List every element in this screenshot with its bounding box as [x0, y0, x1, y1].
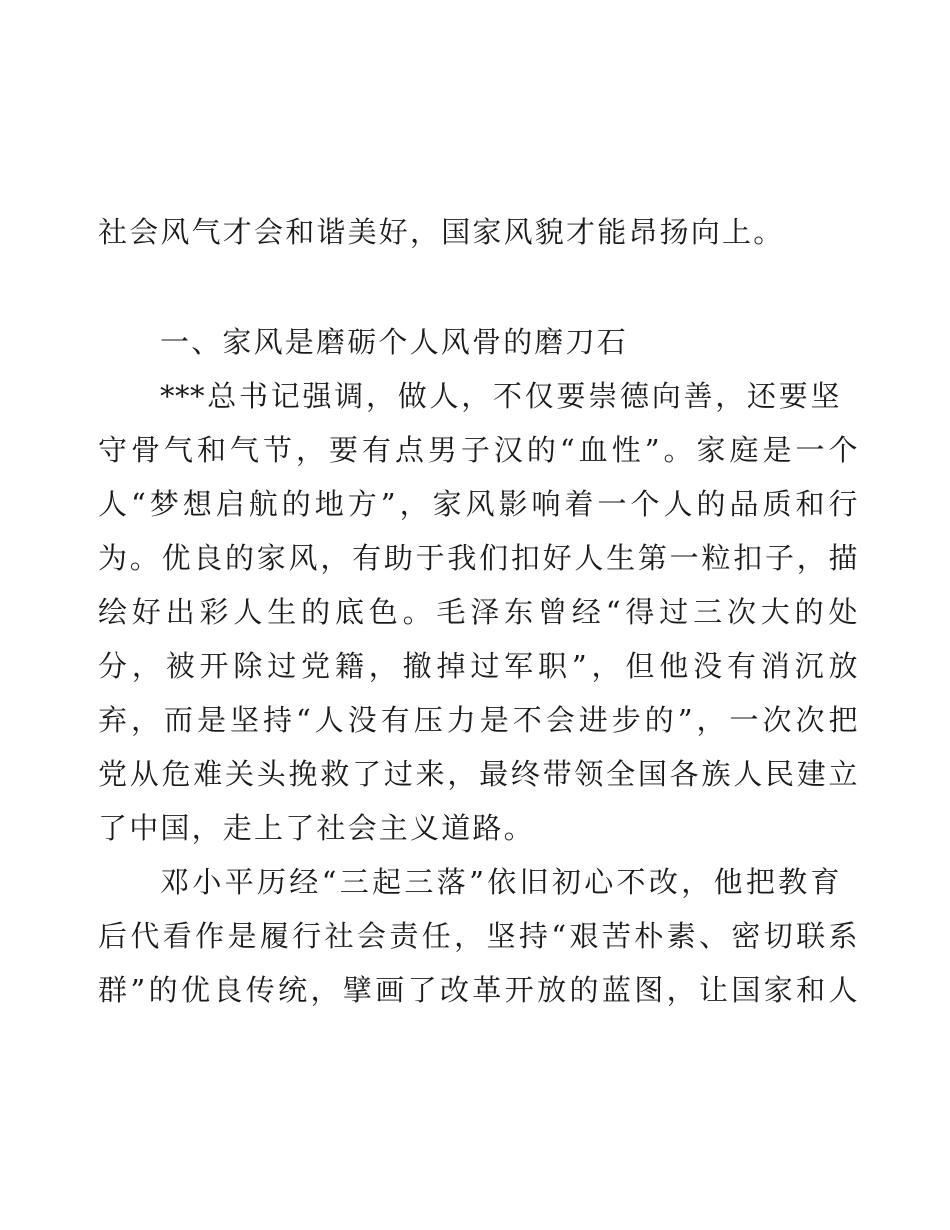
section-heading: 一、家风是磨砺个人风骨的磨刀石 — [160, 325, 629, 359]
paragraph-first-line: ***总书记强调，做人，不仅要崇德向善，还要坚 — [160, 379, 840, 413]
paragraph-last-line: 了中国，走上了社会主义道路。 — [98, 811, 535, 845]
text-line: 守骨气和气节，要有点男子汉的“血性”。家庭是一个 — [98, 433, 858, 467]
text-line: 分，被开除过党籍，撤掉过军职”，但他没有消沉放 — [98, 649, 858, 683]
text-line: 弃，而是坚持“人没有压力是不会进步的”，一次次把 — [98, 703, 858, 737]
text-line: 党从危难关头挽救了过来，最终带领全国各族人民建立 — [98, 757, 858, 791]
paragraph-first-line: 邓小平历经“三起三落”依旧初心不改，他把教育 — [160, 865, 840, 899]
text-line: 绘好出彩人生的底色。毛泽东曾经“得过三次大的处 — [98, 595, 858, 629]
text-line: 后代看作是履行社会责任，坚持“艰苦朴素、密切联系 — [98, 919, 858, 953]
text-line: 群”的优良传统，擘画了改革开放的蓝图，让国家和人 — [98, 973, 858, 1007]
text-line: 为。优良的家风，有助于我们扣好人生第一粒扣子，描 — [98, 541, 858, 575]
text-line: 社会风气才会和谐美好，国家风貌才能昂扬向上。 — [98, 215, 785, 249]
text-line: 人“梦想启航的地方”，家风影响着一个人的品质和行 — [98, 487, 858, 521]
